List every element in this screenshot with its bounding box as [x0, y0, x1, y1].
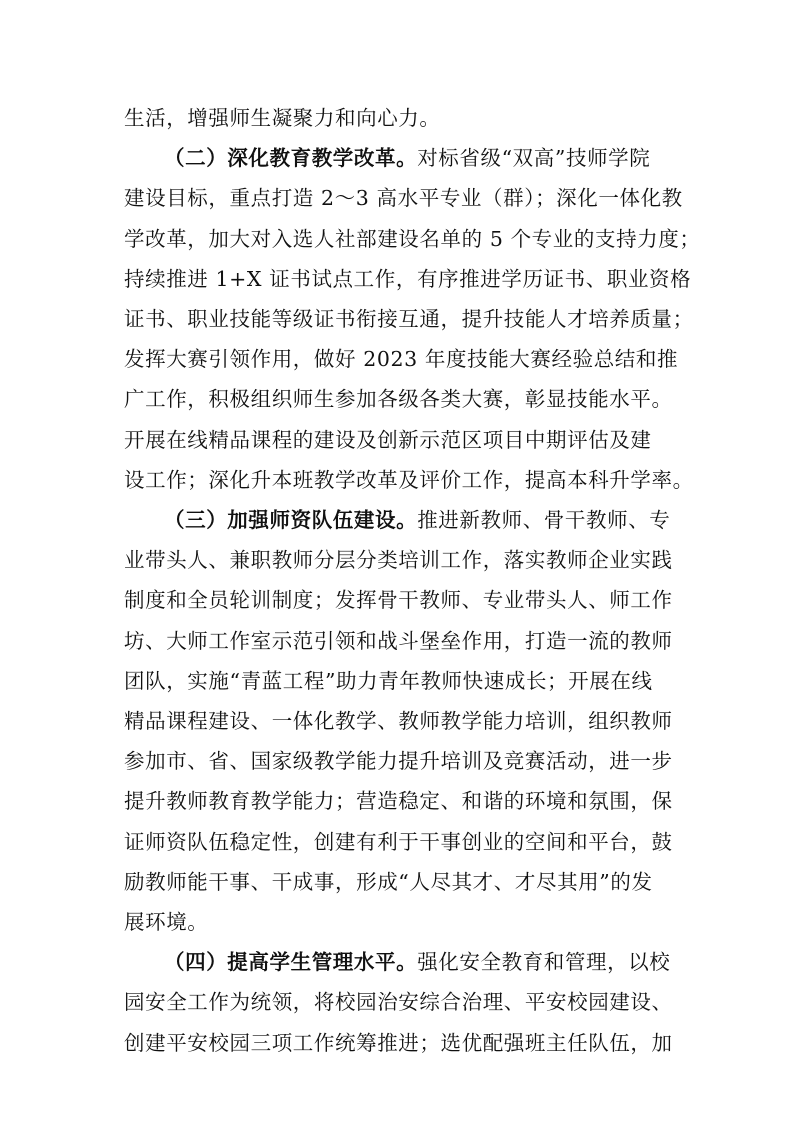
- text-line: [124, 466, 694, 494]
- text-line: [124, 1029, 684, 1057]
- body-text: 生活，增强师生凝聚力和向心力。: [124, 106, 441, 130]
- text-line: [124, 385, 684, 413]
- body-text: 学改革，加大对入选人社部建设名单的 5 个专业的支持力度；: [124, 226, 701, 251]
- body-text: 推进新教师、骨干教师、专: [417, 508, 671, 532]
- text-line: [124, 184, 684, 212]
- text-line: [124, 707, 684, 735]
- body-text: 强化安全教育和管理，以校: [417, 950, 671, 975]
- text-line: [124, 104, 684, 132]
- paragraph-first-line: [164, 948, 684, 976]
- body-text: 参加市、省、国家级教学能力提升培训及竞赛活动，进一步: [124, 749, 673, 774]
- body-text: 设工作；深化升本班教学改革及评价工作，提高本科升学率。: [124, 467, 694, 492]
- text-line: [124, 908, 684, 936]
- text-line: [124, 627, 684, 655]
- text-line: [124, 667, 684, 695]
- body-text: 对标省级“双高”技师学院: [417, 146, 651, 171]
- text-line: [124, 546, 684, 574]
- text-line: [124, 305, 694, 333]
- section-heading: （二）深化教育教学改革。: [164, 146, 418, 171]
- body-text: 持续推进 1+X 证书试点工作，有序推进学历证书、职业资格: [124, 266, 692, 291]
- section-heading: （三）加强师资队伍建设。: [164, 508, 418, 532]
- paragraph-first-line: [164, 506, 684, 534]
- paragraph-first-line: [164, 144, 684, 172]
- body-text: 励教师能干事、干成事，形成“人尽其才、才尽其用”的发: [124, 869, 653, 894]
- body-text: 精品课程建设、一体化教学、教师教学能力培训，组织教师: [124, 709, 673, 733]
- body-text: 证书、职业技能等级证书衔接互通，提升技能人才培养质量；: [124, 307, 694, 331]
- body-text: 坊、大师工作室示范引领和战斗堡垒作用，打造一流的教师: [124, 628, 673, 653]
- text-line: [124, 988, 684, 1016]
- body-text: 发挥大赛引领作用，做好 2023 年度技能大赛经验总结和推: [124, 347, 679, 372]
- text-line: [124, 586, 684, 614]
- body-text: 业带头人、兼职教师分层分类培训工作，落实教师企业实践: [124, 548, 673, 573]
- body-text: 提升教师教育教学能力；营造稳定、和谐的环境和氛围，保: [124, 789, 673, 814]
- body-text: 展环境。: [124, 910, 209, 934]
- body-text: 团队，实施“青蓝工程”助力青年教师快速成长；开展在线: [124, 668, 653, 693]
- text-line: [124, 265, 692, 293]
- body-text: 广工作，积极组织师生参加各级各类大赛，彰显技能水平。: [124, 387, 673, 412]
- section-heading: （四）提高学生管理水平。: [164, 950, 418, 975]
- text-line: [124, 787, 684, 815]
- text-line: [124, 225, 701, 253]
- text-line: [124, 345, 684, 373]
- body-text: 创建平安校园三项工作统筹推进；选优配强班主任队伍，加: [124, 1030, 673, 1055]
- text-line: [124, 868, 684, 896]
- text-line: [124, 828, 684, 856]
- body-text: 制度和全员轮训制度；发挥骨干教师、专业带头人、师工作: [124, 588, 673, 613]
- body-text: 建设目标，重点打造 2～3 高水平专业（群）；深化一体化教: [124, 186, 683, 211]
- body-text: 证师资队伍稳定性，创建有利于干事创业的空间和平台，鼓: [124, 829, 673, 854]
- body-text: 园安全工作为统领，将校园治安综合治理、平安校园建设、: [124, 990, 673, 1015]
- body-text: 开展在线精品课程的建设及创新示范区项目中期评估及建: [124, 427, 652, 452]
- text-line: [124, 426, 684, 454]
- text-line: [124, 747, 684, 775]
